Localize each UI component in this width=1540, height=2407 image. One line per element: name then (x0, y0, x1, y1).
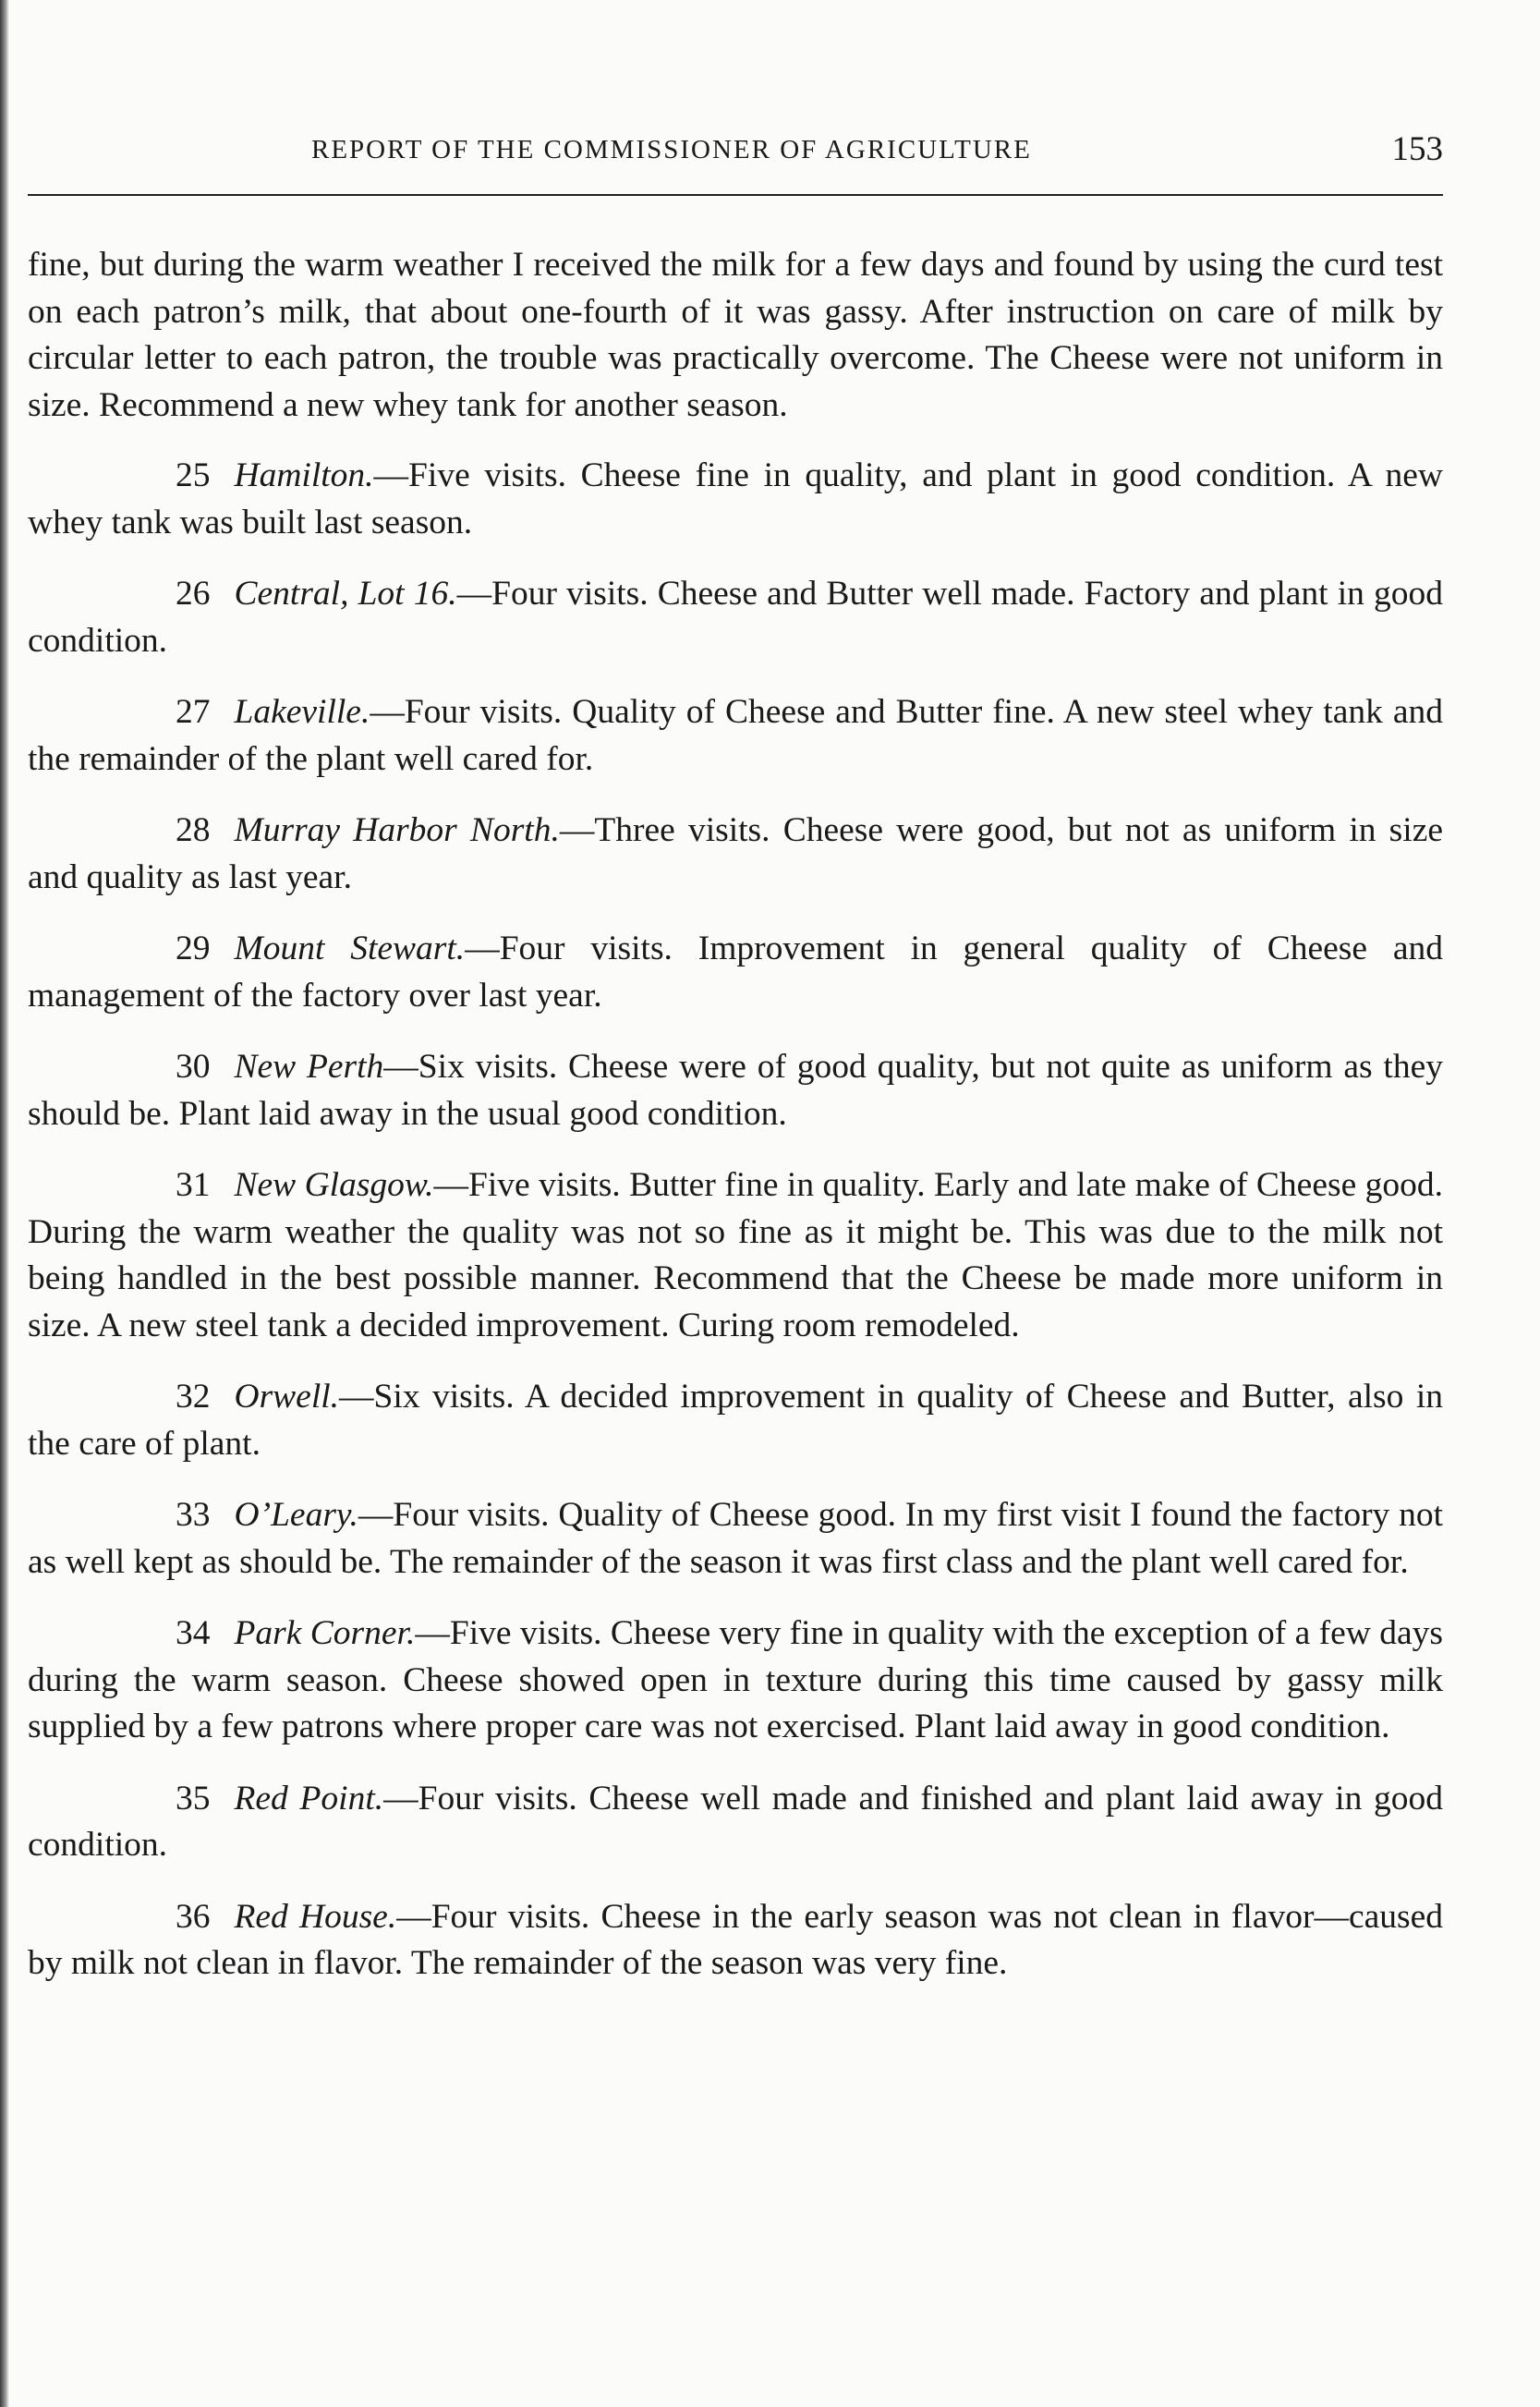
entry-number: 32 (176, 1378, 211, 1416)
entry-number: 28 (176, 811, 211, 849)
entry-text: —Four visits. Quality of Cheese good. In my first visit I found the factory not as well kept as should be. The remainder of the season it was first class and the plant well cared for. (28, 1496, 1443, 1581)
running-header (28, 129, 1443, 185)
factory-name: Mount Stewart. (234, 930, 466, 967)
page-binding-edge (0, 0, 9, 2407)
factory-name: Park Corner. (234, 1614, 416, 1652)
entry-text: —Four visits. Improvement in general quality of Cheese and management of the factory over last year. (28, 930, 1443, 1015)
page-number: 153 (1391, 130, 1443, 168)
factory-entry-28 (28, 808, 1443, 901)
factory-name: O’Leary. (234, 1496, 358, 1534)
entry-number: 33 (176, 1496, 211, 1534)
entry-text: —Three visits. Cheese were good, but not as uniform in size and quality as last year. (28, 811, 1443, 896)
factory-entry-27 (28, 689, 1443, 783)
entry-text: —Four visits. Cheese and Butter well made. Factory and plant in good condition. (28, 575, 1443, 660)
entry-text: —Five visits. Cheese fine in quality, and plant in good condition. A new whey tank was built last season. (28, 456, 1443, 541)
factory-name: Murray Harbor North. (234, 811, 560, 849)
entry-number: 29 (176, 930, 211, 967)
report-body (28, 242, 1443, 2012)
entry-text: —Six visits. A decided improvement in quality of Cheese and Butter, also in the care of plant. (28, 1378, 1443, 1463)
factory-name: Central, Lot 16. (234, 575, 457, 613)
header-rule (28, 194, 1443, 196)
entry-text: —Four visits. Cheese well made and finished and plant laid away in good condition. (28, 1779, 1444, 1864)
factory-entry-36 (28, 1894, 1443, 1988)
entry-text: —Five visits. Butter fine in quality. Early and late make of Cheese good. During the warm weather the quality was not so fine as it might be. This was due to the milk not being handled in the best possible manner. Recommend that the Cheese be made more uniform in size. A new steel tank a decided improvement. Curing room remodeled. (28, 1166, 1443, 1344)
entry-text: —Six visits. Cheese were of good quality, but not quite as uniform as they should be. Plant laid away in the usual good condition. (28, 1048, 1443, 1133)
factory-entry-31 (28, 1162, 1443, 1349)
factory-entry-32 (28, 1374, 1443, 1467)
entry-number: 25 (176, 456, 211, 494)
factory-name: Orwell. (234, 1378, 340, 1416)
entry-number: 36 (176, 1897, 211, 1936)
factory-name: Red Point. (234, 1779, 384, 1817)
factory-entry-26 (28, 571, 1443, 664)
factory-name: Hamilton. (234, 456, 374, 494)
opening-paragraph: fine, but during the warm weather I received the milk for a few days and found by using the curd test on each patron’s milk, that about one-fourth of it was gassy. After instruction on care of milk by circular letter to each patron, the trouble was practically overcome. The Cheese were not uniform in size. Recommend a new whey tank for another season. (28, 246, 1443, 424)
entry-number: 27 (176, 693, 211, 731)
entry-number: 31 (176, 1166, 211, 1204)
entry-number: 30 (176, 1048, 211, 1086)
entry-text: —Four visits. Quality of Cheese and Butter fine. A new steel whey tank and the remainder of the plant well cared for. (28, 693, 1443, 778)
entry-text: —Four visits. Cheese in the early season was not clean in flavor—caused by milk not clean in flavor. The remainder of the season was very fine. (28, 1897, 1443, 1982)
entry-number: 26 (176, 575, 211, 613)
factory-name: Red House. (234, 1897, 397, 1936)
running-header-title: REPORT OF THE COMMISSIONER OF AGRICULTURE (311, 135, 1032, 164)
factory-entry-25 (28, 453, 1443, 546)
factory-entry-29 (28, 926, 1443, 1019)
factory-name: New Perth (234, 1048, 384, 1086)
factory-entry-30 (28, 1044, 1443, 1137)
factory-entry-35 (28, 1776, 1443, 1869)
factory-entry-33 (28, 1492, 1443, 1586)
factory-name: New Glasgow. (234, 1166, 434, 1204)
factory-name: Lakeville. (234, 693, 370, 731)
entry-number: 34 (176, 1614, 211, 1652)
factory-entry-34 (28, 1611, 1443, 1751)
entry-text: —Five visits. Cheese very fine in quality with the exception of a few days during the warm season. Cheese showed open in texture during this time caused by gassy milk supplied by a few patrons where proper care was not exercised. Plant laid away in good condition. (28, 1614, 1443, 1745)
entry-number: 35 (176, 1779, 211, 1817)
